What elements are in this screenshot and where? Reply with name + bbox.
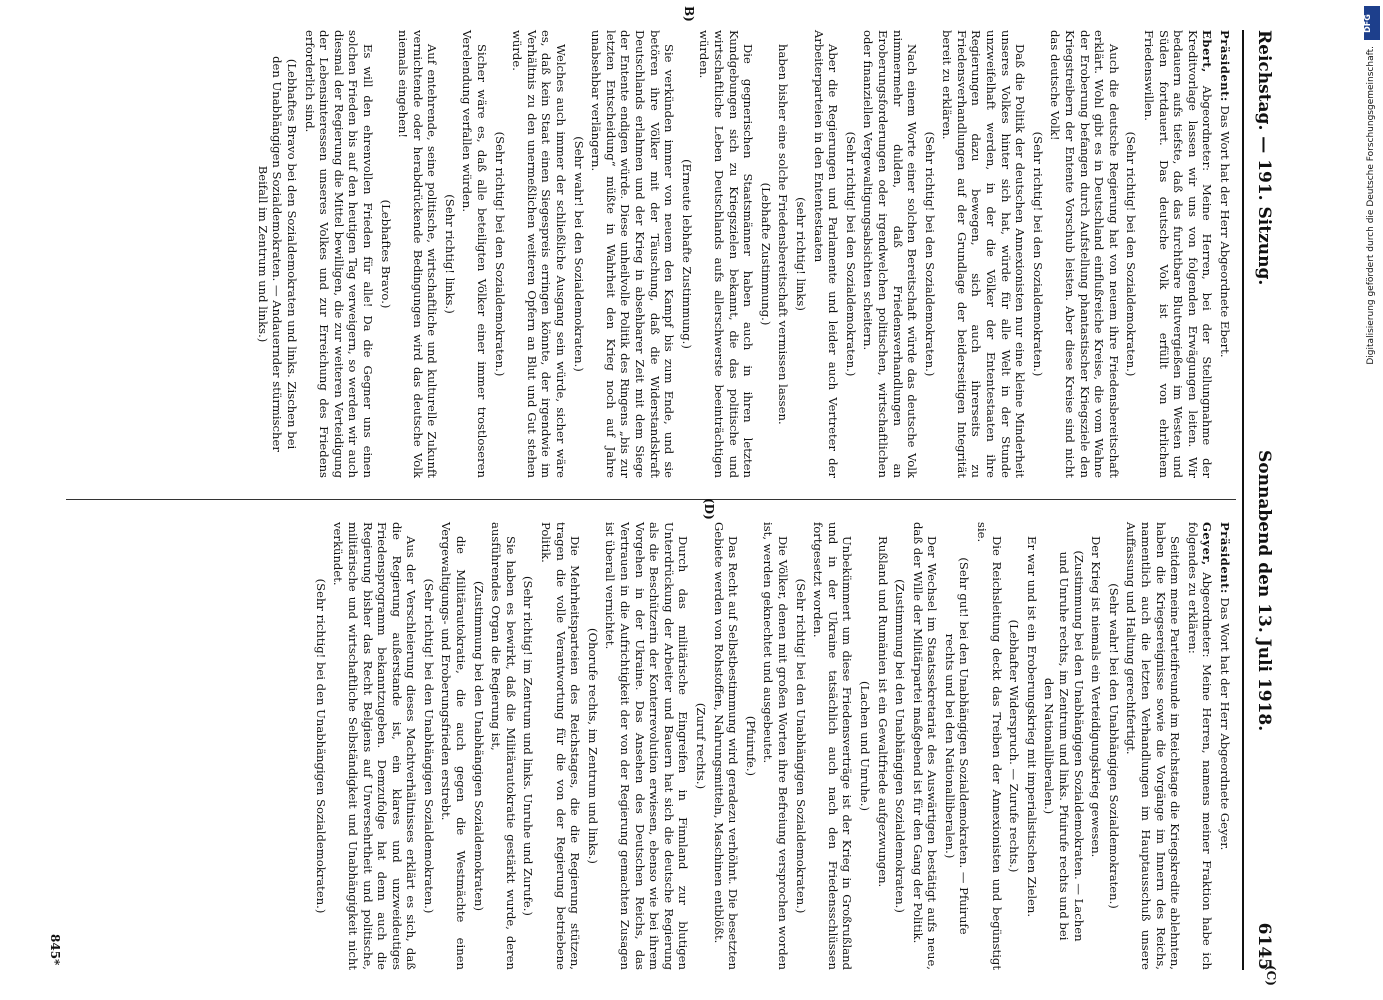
- speech-paragraph: Auf entehrende, seine politische, wirtschaftliche und kulturelle Zukunft vernichtende oder herabdrückende Bedingungen wird das deutsche Volk niemals eingehen!: [396, 30, 440, 478]
- speaker-name: Präsident:: [1218, 522, 1232, 594]
- speech-paragraph: Der Wechsel im Staatssekretariat des Auswärtigen bestätigt aufs neue, daß der Wille der Militärpartei maßgebend ist für den Gang der Politik.: [910, 522, 940, 970]
- interjection: (Zustimmung bei den Unabhängigen Sozialdemokraten. — Lachen und Unruhe rechts, im Zentrum und links. Pfuirufe rechts und bei den Nationalliberalen.): [1042, 550, 1086, 942]
- speaker-paragraph: [1217, 522, 1232, 970]
- margin-mark-d: (D): [702, 498, 716, 520]
- speaker-name: Präsident:: [1218, 30, 1232, 102]
- right-column: [310, 522, 1232, 970]
- interjection: (sehr richtig! links): [793, 197, 808, 311]
- speech-paragraph: Die Mehrheitsparteien des Reichstages, die die Regierung stützen, tragen die volle Verantwortung für die von der Regierung betriebene Politik.: [539, 522, 583, 970]
- speech-paragraph: Die gegnerischen Staatsmänner haben auch in ihren letzten Kundgebungen sich zu Kriegszielen bekannt, die das politische und wirtschaftliche Leben Deutschlands aufs allerschwerste beeinträchtigen würden.: [697, 30, 756, 478]
- speaker-paragraph: [1217, 30, 1232, 478]
- page-signature: 845*: [48, 934, 62, 966]
- interjection: (Sehr richtig! bei den Unabhängigen Sozialdemokraten.): [313, 578, 328, 914]
- speech-paragraph: Welches auch immer der schließliche Ausgang sein würde, sicher wäre es, daß kein Staat einen Siegespreis erringen könnte, der irgendwie im Verhältnis zu den unermeßlichen weiteren Opfern an Blut und Gut stehen würde.: [510, 30, 569, 478]
- interjection: (Sehr wahr! bei den Unabhängigen Sozialdemokraten.): [1106, 583, 1121, 909]
- interjection: (Sehr richtig! bei den Unabhängigen Sozialdemokraten.): [793, 578, 808, 914]
- speaker-name: Ebert,: [1200, 30, 1215, 73]
- interjection: (Zuruf rechts.): [694, 702, 708, 790]
- interjection: (Lebhafte Zustimmung.): [758, 182, 773, 326]
- interjection: (Erneute lebhafte Zustimmung.): [679, 159, 694, 349]
- interjection: (Lebhaftes Bravo.): [378, 199, 393, 309]
- interjection: (Ohorufe rechts, im Zentrum und links.): [585, 628, 600, 864]
- speech-paragraph: Auch die deutsche Regierung hat von neuem ihre Friedensbereitschaft erklärt. Wohl gibt es in Deutschland einflußreiche Kreise, die vom Wahne der Eroberung befangen durch Aufstellung phantastischer Kriegsziele den Kriegstreibern der Entente Vorschub leisten. Aber diese Kreise sind nicht das deutsche Volk!: [1048, 30, 1121, 478]
- speech-paragraph: Nach einem Worte einer solchen Bereitschaft würde das deutsche Volk nimmermehr dulden, daß Friedensverhandlungen an Eroberungsforderungen oder irgendwelchen politischen, wirtschaftlichen oder finanziellen Vergewaltigungsabsichten scheitern.: [861, 30, 920, 478]
- speech-paragraph: Daß die Politik der deutschen Annexionisten nur eine kleine Minderheit unseres Volkes hinter sich hat, würde für alle Welt in der Stunde unzweifelhaft werden, in der die Völker der Ententestaaten ihre Regierungen dazu bewegen, sich auch ihrerseits zu Friedensverhandlungen auf der Grundlage der beiderseitigen Integrität bereit zu erklären.: [940, 30, 1028, 478]
- speech-paragraph: Aus der Verschleierung dieses Machtverhältnisses erklärt es sich, daß die Regierung außerstande ist, ein klares und unzweideutiges Friedensprogramm bekanntzugeben. Demzufolge hat denn auch die Regierung bisher das Recht Belgiens auf Unversehrtheit und politische, militärische und wirtschaftliche Selbständigkeit und Unabhängigkeit nicht verkündet.: [331, 522, 419, 970]
- interjection: (Sehr richtig! bei den Sozialdemokraten.): [1124, 131, 1139, 377]
- speech-paragraph: haben bisher eine solche Friedensbereitschaft vermissen lassen.: [776, 44, 791, 425]
- speaker-name: Geyer,: [1200, 522, 1215, 566]
- margin-mark-c: (C): [1264, 965, 1278, 986]
- header-rule: [1242, 30, 1244, 970]
- speech-paragraph: Der Krieg ist niemals ein Verteidigungskrieg gewesen.: [1089, 536, 1104, 858]
- header-date: Sonnabend den 13. Juli 1918.: [1254, 450, 1274, 732]
- speech-paragraph: Durch das militärische Eingreifen in Finnland zur blutigen Unterdrückung der Arbeiter und Bauern hat sich die deutsche Regierung als die Beschützerin der Konterrevolution erwiesen, ebenso wie bei ihrem Vorgehen in der Ukraine. Das Ansehen des Deutschen Reichs, das Vertrauen in die Aufrichtigkeit der von der Regierung gemachten Zusagen ist überall vernichtet.: [603, 522, 691, 970]
- speech-paragraph: Das Recht auf Selbstbestimmung wird geradezu verhöhnt. Die besetzten Gebiete werden von Rohstoffen, Nahrungsmitteln, Maschinen entblößt.: [711, 522, 741, 970]
- speaker-paragraph: [1141, 30, 1214, 478]
- speaker-paragraph: [1185, 522, 1214, 970]
- speech-paragraph: Rußland und Rumänien ist ein Gewaltfriede aufgezwungen.: [875, 536, 890, 888]
- speech-paragraph: Er war und ist ein Eroberungskrieg mit imperialistischen Zielen.: [1024, 536, 1039, 918]
- digitization-credit: [1364, 6, 1380, 906]
- interjection: (Zustimmung bei den Unabhängigen Sozialdemokraten.): [893, 579, 908, 913]
- speech-paragraph: Unbekümmert um diese Friedensverträge ist der Krieg in Großrußland und in der Ukraine tatsächlich auch nach den Friedensschlüssen fortgesetzt worden.: [811, 522, 855, 970]
- interjection: (Zustimmung bei den Unabhängigen Sozialdemokraten): [471, 580, 486, 912]
- speech-paragraph: die Militärautokratie, die auch gegen die Westmächte einen Vergewaltigungs- und Eroberungsfrieden erstrebt.: [439, 522, 469, 970]
- header-session: Reichstag. — 191. Sitzung.: [1254, 30, 1274, 286]
- interjection: (Sehr richtig! im Zentrum und links. Unruhe und Zurufe.): [521, 576, 536, 916]
- margin-mark-b: B): [682, 6, 696, 22]
- interjection: (Lachen und Unruhe.): [857, 681, 872, 811]
- speech-paragraph: Sie haben es bewirkt, daß die Militärautokratie gestärkt wurde, deren ausführendes Organ die Regierung ist,: [489, 522, 518, 970]
- speech-text: Das Wort hat der Herr Abgeordnete Ebert.: [1218, 105, 1232, 358]
- interjection: (Sehr richtig! bei den Sozialdemokraten.): [1030, 131, 1045, 377]
- interjection: (Sehr gut! bei den Unabhängigen Sozialdemokraten. — Pfuirufe rechts und bei den Nationalliberalen.): [942, 557, 972, 935]
- page-header: [1250, 30, 1280, 970]
- credit-text: Digitalisierung gefördert durch die Deutsche Forschungsgemeinschaft.: [1366, 46, 1376, 365]
- speech-text: Abgeordneter: Meine Herren, bei der Stellungnahme der Kreditvorlage lassen wir uns von folgenden Erwägungen leiten. Wir bedauern aufs tiefste, daß das furchtbare Blutvergießen im Westen und Süden fortdauert. Das deutsche Volk ist erfüllt von ehrlichem Friedenswillen.: [1142, 30, 1215, 478]
- left-column: [252, 30, 1232, 478]
- interjection: (Sehr wahr! bei den Sozialdemokraten.): [571, 136, 586, 372]
- interjection: (Sehr richtig! bei den Sozialdemokraten.): [843, 131, 858, 377]
- interjection: (Sehr richtig! bei den Sozialdemokraten.): [492, 131, 507, 377]
- speech-paragraph: Sie verkünden immer von neuem den Kampf bis zum Ende, und sie betören ihre Völker mit der Täuschung, daß die Widerstandskraft Deutschlands erlahmen und der Krieg in absehbarer Zeit mit dem Siege der Entente endigen würde. Diese unheilvolle Politik des Ringens „bis zur letzten Entscheidung“ müßte in Wahrheit den Krieg noch auf Jahre unabsehbar verlängern.: [589, 30, 677, 478]
- interjection: (Sehr richtig! bei den Unabhängigen Sozialdemokraten.): [421, 578, 436, 914]
- speech-paragraph: Aber die Regierungen und Parlamente und leider auch Vertreter der Arbeiterparteien in den Ententestaaten: [811, 30, 841, 478]
- interjection: (Sehr richtig! links.): [442, 194, 457, 314]
- header-page-number: 6145: [1254, 922, 1274, 970]
- speech-paragraph: Sicher wäre es, daß alle beteiligten Völker einer immer trostloseren Verelendung verfallen würden.: [460, 30, 490, 478]
- interjection: (Sehr richtig! bei den Sozialdemokraten.): [922, 131, 937, 377]
- interjection: (Lebhaftes Bravo bei den Sozialdemokraten und links. Zischen bei den Unabhängigen Sozialdemokraten. — Andauernder stürmischer Beifall im Zentrum und links.): [255, 56, 299, 452]
- interjection: (Lebhafter Widerspruch. — Zurufe rechts.): [1007, 619, 1022, 873]
- speech-text: Abgeordneter: Meine Herren, namens meiner Fraktion habe ich folgendes zu erklären:: [1185, 522, 1215, 971]
- dfg-logo: DFG: [1364, 6, 1380, 40]
- speech-text: Das Wort hat der Herr Abgeordnete Geyer.: [1218, 597, 1232, 851]
- interjection: (Pfuirufe.): [743, 715, 758, 777]
- speech-paragraph: Es will den ehrenvollen Frieden für alle! Da die Gegner uns einen solchen Frieden bis auf den heutigen Tag verweigern, so werden wir auch diesmal der Regierung die Mittel bewilligen, die zur weiteren Verteidigung der Lebensinteressen unseres Volkes und zur Erreichung des Friedens erforderlich sind.: [302, 30, 375, 478]
- speech-paragraph: Die Reichsleitung deckt das Treiben der Annexionisten und begünstigt sie.: [975, 522, 1004, 970]
- column-divider: [66, 499, 1236, 500]
- speech-paragraph: Die Völker, denen mit großen Worten ihre Befreiung versprochen worden ist, werden geknechtet und ausgebeutet.: [761, 522, 790, 970]
- speech-paragraph: Seitdem meine Parteifreunde im Reichstage die Kriegskredite ablehnten, haben die Kriegsereignisse sowie die Vorgänge im Innern des Reichs, namentlich auch die letzten Verhandlungen im Hauptausschuß unsere Auffassung und Haltung gerechtfertigt.: [1124, 522, 1183, 970]
